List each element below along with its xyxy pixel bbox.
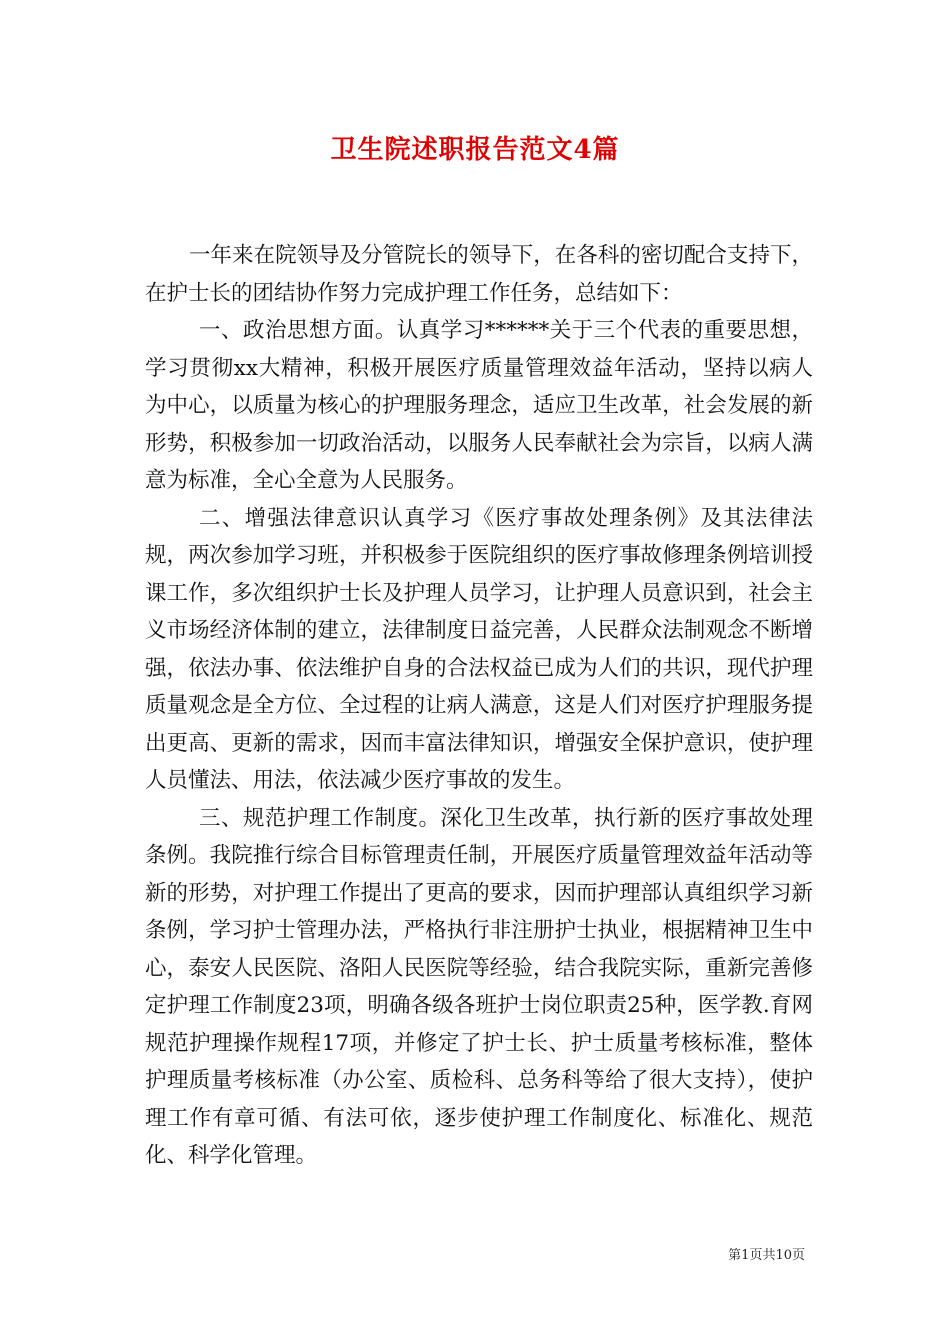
paragraph-legal-awareness: 二、增强法律意识认真学习《医疗事故处理条例》及其法律法规，两次参加学习班，并积极参于医院组织的医疗事故修理条例培训授课工作，多次组织护士长及护理人员学习，让护理人员意识到，社会主义市场经济体制的建立，法律制度日益完善，人民群众法制观念不断增强，依法办事、依法维护自身的合法权益已成为人们的共识，现代护理质量观念是全方位、全过程的让病人满意，这是人们对医疗护理服务提出更高、更新的需求，因而丰富法律知识，增强安全保护意识，使护理人员懂法、用法，依法减少医疗事故的发生。	[145, 505, 813, 793]
document-title: 卫生院述职报告范文4篇	[330, 135, 620, 165]
page-number-footer: 第1页共10页	[728, 1248, 805, 1263]
paragraph-political-thought: 一、政治思想方面。认真学习******关于三个代表的重要思想，学习贯彻xx大精神，积极开展医疗质量管理效益年活动，坚持以病人为中心，以质量为核心的护理服务理念，适应卫生改革，社会发展的新形势，积极参加一切政治活动，以服务人民奉献社会为宗旨，以病人满意为标准，全心全意为人民服务。	[145, 318, 813, 493]
paragraph-nursing-rules: 三、规范护理工作制度。深化卫生改革，执行新的医疗事故处理条例。我院推行综合目标管理责任制，开展医疗质量管理效益年活动等新的形势，对护理工作提出了更高的要求，因而护理部认真组织学习新条例，学习护士管理办法，严格执行非注册护士执业，根据精神卫生中心，泰安人民医院、洛阳人民医院等经验，结合我院实际，重新完善修定护理工作制度23项，明确各级各班护士岗位职责25种，医学教.育网规范护理操作规程17项，并修定了护士长、护士质量考核标准，整体护理质量考核标准（办公室、质检科、总务科等给了很大支持），使护理工作有章可循、有法可依，逐步使护理工作制度化、标准化、规范化、科学化管理。	[145, 805, 813, 1168]
paragraph-intro: 一年来在院领导及分管院长的领导下，在各科的密切配合支持下，在护士长的团结协作努力完成护理工作任务，总结如下：	[145, 243, 813, 306]
document-body	[145, 237, 813, 1175]
